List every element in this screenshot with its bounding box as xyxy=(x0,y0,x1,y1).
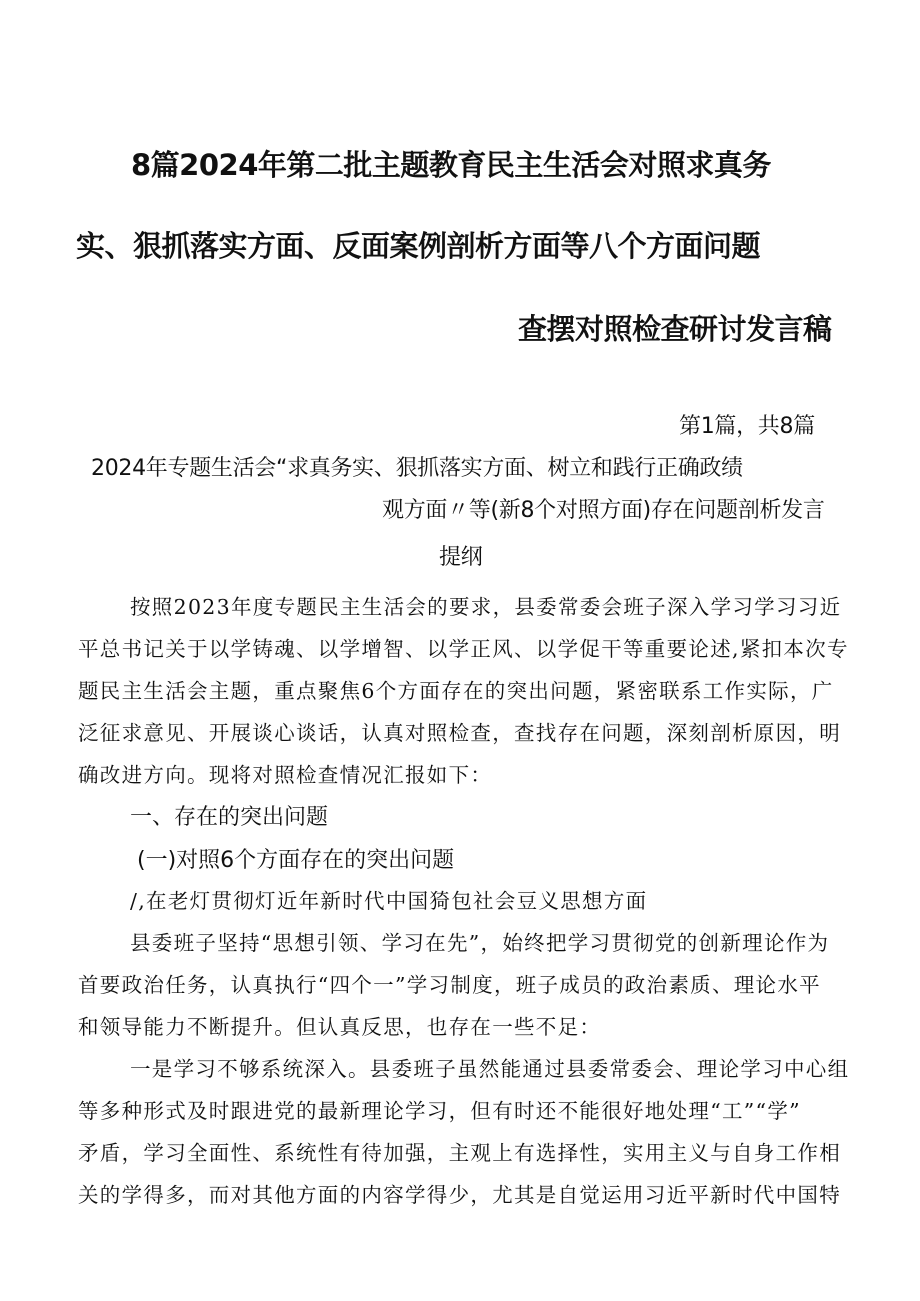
para2-line-1: 一是学习不够系统深入。县委班子虽然能通过县委常委会、理论学习中心组 xyxy=(130,1057,850,1081)
subtitle-line-1: 2024年专题生活会“求真务实、狠抓落实方面、树立和践行正确政绩 xyxy=(91,456,743,481)
para1-line-1: 县委班子坚持“思想引领、学习在先”，始终把学习贯彻党的创新理论作为 xyxy=(130,931,830,955)
subsection-heading: (一)对照6个方面存在的突出问题 xyxy=(137,848,455,873)
intro-line-3: 题民主生活会主题，重点聚焦6个方面存在的突出问题，紧密联系工作实际，广 xyxy=(78,679,834,703)
para2-line-2: 等多种形式及时跟进党的最新理论学习，但有时还不能很好地处理“工”“学” xyxy=(78,1099,801,1123)
item-heading: /,在老灯贯彻灯近年新时代中国猗包社会豆义思想方面 xyxy=(130,889,648,913)
section-heading: 一、存在的突出问题 xyxy=(130,805,329,830)
intro-line-5: 确改进方向。现将对照检查情况汇报如下： xyxy=(78,763,493,787)
document-title-line-3: 查摆对照检查研讨发言稿 xyxy=(518,312,832,346)
intro-line-1: 按照2023年度专题民主生活会的要求，县委常委会班子深入学习学习习近 xyxy=(130,595,842,619)
intro-line-4: 泛征求意见、开展谈心谈话，认真对照检查，查找存在问题，深刻剖析原因，明 xyxy=(78,721,841,745)
part-label: 第1篇，共8篇 xyxy=(679,414,815,439)
intro-line-2: 平总书记关于以学铸魂、以学增智、以学正风、以学促干等重要论述,紧扣本次专 xyxy=(78,637,849,661)
para2-line-3: 矛盾，学习全面性、系统性有待加强，主观上有选择性，实用主义与自身工作相 xyxy=(78,1141,841,1165)
para1-line-3: 和领导能力不断提升。但认真反思，也存在一些不足： xyxy=(78,1015,602,1039)
document-title-line-2: 实、狠抓落实方面、反面案例剖析方面等八个方面问题 xyxy=(76,229,761,263)
subtitle-line-2: 观方面〃等(新8个对照方面)存在问题剖析发言 xyxy=(382,498,825,523)
document-title-line-1: 8篇2024年第二批主题教育民主生活会对照求真务 xyxy=(131,148,771,182)
para1-line-2: 首要政治任务，认真执行“四个一”学习制度，班子成员的政治素质、理论水平 xyxy=(78,973,821,997)
para2-line-4: 关的学得多，而对其他方面的内容学得少，尤其是自觉运用习近平新时代中国特 xyxy=(78,1183,841,1207)
subtitle-line-3: 提纲 xyxy=(439,545,483,570)
